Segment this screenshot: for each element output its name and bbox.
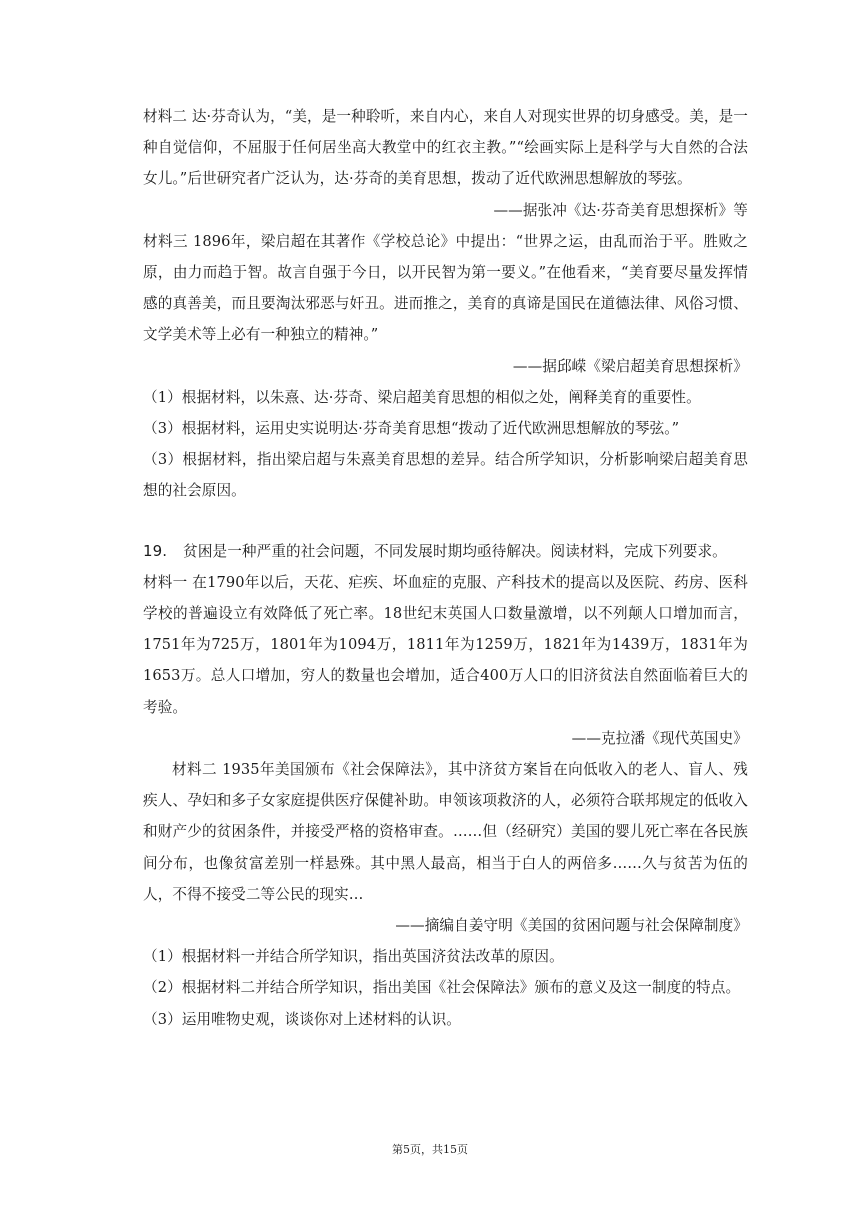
spacer <box>143 507 748 536</box>
source-citation: ——据邱嵘《梁启超美育思想探析》 <box>512 357 748 375</box>
source-citation: ——摘编自姜守明《美国的贫困问题与社会保障制度》 <box>395 917 748 935</box>
sub-question: （1）根据材料一并结合所学知识，指出英国济贫法改革的原因。 <box>143 948 564 966</box>
question-number: 19. <box>143 541 168 560</box>
question-19-stem <box>143 536 748 567</box>
sub-question: （1）根据材料，以朱熹、达·芬奇、梁启超美育思想的相似之处，阐释美育的重要性。 <box>143 388 701 406</box>
material-1-britain: 材料一 在1790年以后，天花、疟疾、坏血症的克服、产科技术的提高以及医院、药房、医科学校的普遍设立有效降低了死亡率。18世纪末英国人口数量激增，以不列颠人口增加而言，1751年为725万，1801年为1094万，1811年为1259万，1821年为1439万，1831年为1653万。总人口增加，穷人的数量也会增加，适合400万人口的旧济贫法自然面临着巨大的考验。 <box>143 573 748 716</box>
sub-question: （3）运用唯物史观，谈谈你对上述材料的认识。 <box>143 1010 461 1028</box>
material-3-liang-qichao: 材料三 1896年，梁启超在其著作《学校总论》中提出：“世界之运，由乱而治于平。胜败之原，由力而趋于智。故言自强于今日，以开民智为第一要义。”在他看来，“美育要尽量发挥情感的真善美，而且要淘汰邪恶与奸丑。进而推之，美育的真谛是国民在道德法律、风俗习惯、文学美术等上必有一种独立的精神。” <box>143 232 748 344</box>
sub-question: （2）根据材料二并结合所学知识，指出美国《社会保障法》颁布的意义及这一制度的特点。 <box>143 979 741 997</box>
question-stem: 贫困是一种严重的社会问题，不同发展时期均亟待解决。阅读材料，完成下列要求。 <box>183 542 727 560</box>
sub-question: （3）根据材料，指出梁启超与朱熹美育思想的差异。结合所学知识，分析影响梁启超美育思想的社会原因。 <box>143 451 748 500</box>
material-2-usa: 材料二 1935年美国颁布《社会保障法》，其中济贫方案旨在向低收入的老人、盲人、残疾人、孕妇和多子女家庭提供医疗保健补助。申领该项救济的人，必须符合联邦规定的低收入和财产少的贫困条件，并接受严格的资格审查。……但（经研究）美国的婴儿死亡率在各民族间分布，也像贫富差别一样悬殊。其中黑人最高，相当于白人的两倍多……久与贫苦为伍的人，不得不接受二等公民的现实… <box>143 761 748 903</box>
sub-question: （3）根据材料，运用史实说明达·芬奇美育思想“拨动了近代欧洲思想解放的琴弦。” <box>143 420 680 438</box>
source-citation: ——克拉潘《现代英国史》 <box>571 729 748 747</box>
material-2-davinci: 材料二 达·芬奇认为，“美，是一种聆听，来自内心，来自人对现实世界的切身感受。美，是一种自觉信仰，不屈服于任何居坐高大教堂中的红衣主教。”“绘画实际上是科学与大自然的合法女儿。”后世研究者广泛认为，达·芬奇的美育思想，拨动了近代欧洲思想解放的琴弦。 <box>143 108 748 188</box>
page-content <box>143 101 748 1035</box>
page-footer: 第5页，共15页 <box>392 1143 468 1156</box>
source-citation: ——据张冲《达·芬奇美育思想探析》等 <box>493 201 748 219</box>
